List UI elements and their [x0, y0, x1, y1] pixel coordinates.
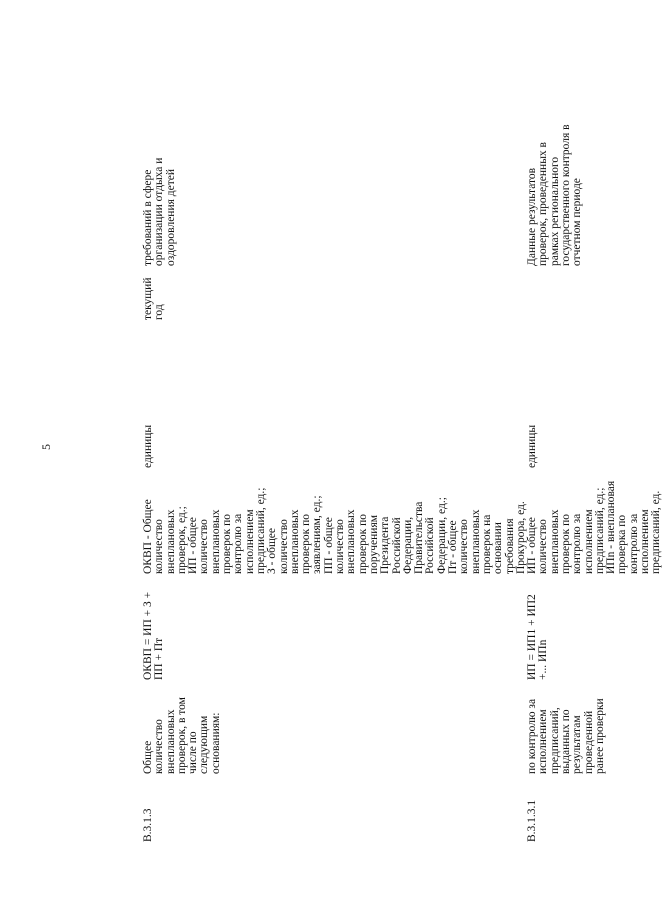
indicator-period: [527, 272, 663, 320]
indicators-table: [143, 122, 663, 842]
rotated-table-region: [142, 122, 663, 842]
indicator-description: ОКВП - Общее количество внеплановых проверок, ед.; ИП - общее количество внеплановых проверок по контролю за исполнением предписаний, ед.; З - общее количество внеплановых проверок по заявлениям, ед.; ПП - общее количество внеплановых проверок по поручениям Президента Российской Федерации, Правительства Российской Федерации, ед.; Пт - общее количество внеплановых проверок на основании требования Прокурора, ед.: [142, 487, 527, 574]
indicator-source: требований в сфере организации отдыха и оздоровления детей: [142, 157, 177, 266]
page-number: 5: [39, 444, 53, 450]
indicator-period: текущий год: [142, 277, 166, 320]
indicator-source: Данные результатов проверок, проведенных в рамках регионального государственного контроля в отчетном периоде: [526, 124, 584, 266]
indicator-name: Общее количество внеплановых проверок, в том числе по следующим основаниям:: [142, 697, 222, 774]
indicator-formula: ИП = ИП1 + ИП2 +... ИПn: [526, 594, 550, 680]
indicator-unit: единицы: [526, 424, 539, 468]
indicator-code: В.3.1.3: [142, 808, 154, 842]
table-row: [143, 122, 527, 842]
indicator-code: В.3.1.3.1: [526, 799, 539, 842]
indicator-formula: ОКВП = ИП + З + ПП + Пт: [142, 591, 166, 680]
indicator-description: ИП - общее количество внеплановых проверок по контролю за исполнением предписаний, ед.; ИПn - внеплановая проверка по контролю за исполнением предписаний, ед.: [526, 480, 663, 574]
indicator-unit: единицы: [142, 424, 154, 468]
indicator-name: по контролю за исполнением предписаний, выданных по результатам проведенной ранее проверки: [526, 698, 606, 774]
table-row: [527, 122, 663, 842]
